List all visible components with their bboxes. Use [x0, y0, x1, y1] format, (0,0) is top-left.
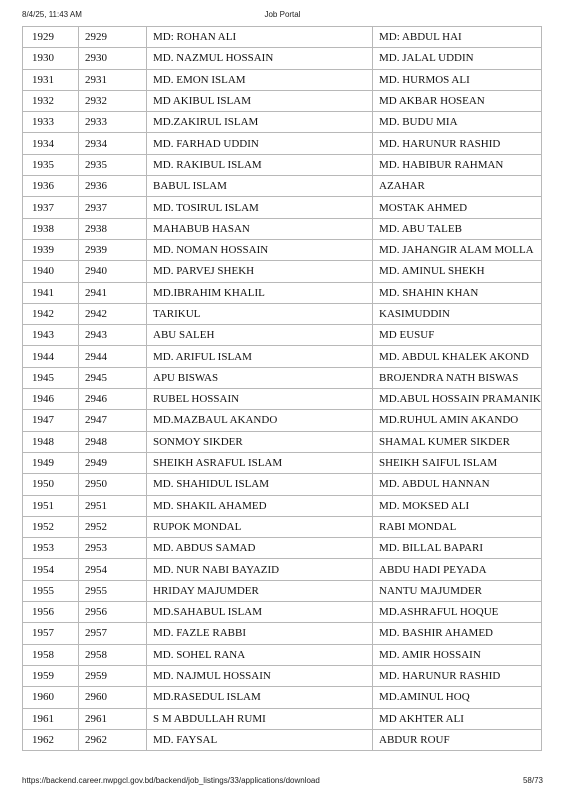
serial-cell: 1953 — [23, 538, 79, 559]
table-row — [23, 602, 542, 623]
roll-cell: 2933 — [79, 112, 147, 133]
table-row — [23, 431, 542, 452]
father-name-cell: MD. ABDUL KHALEK AKOND — [373, 346, 542, 367]
serial-cell: 1936 — [23, 176, 79, 197]
serial-cell: 1952 — [23, 516, 79, 537]
father-name-cell: MD EUSUF — [373, 325, 542, 346]
roll-cell: 2952 — [79, 516, 147, 537]
applicant-name-cell: MD: ROHAN ALI — [147, 27, 373, 48]
applicant-name-cell: MD.ZAKIRUL ISLAM — [147, 112, 373, 133]
applicant-name-cell: MD. SHAHIDUL ISLAM — [147, 474, 373, 495]
serial-cell: 1954 — [23, 559, 79, 580]
roll-cell: 2949 — [79, 452, 147, 473]
roll-cell: 2950 — [79, 474, 147, 495]
table-row — [23, 729, 542, 750]
applicant-name-cell: MD. PARVEJ SHEKH — [147, 261, 373, 282]
table-row — [23, 90, 542, 111]
roll-cell: 2938 — [79, 218, 147, 239]
applicants-table — [22, 26, 542, 751]
page-title: Job Portal — [264, 10, 301, 19]
applicant-name-cell: MD. NOMAN HOSSAIN — [147, 239, 373, 260]
father-name-cell: SHAMAL KUMER SIKDER — [373, 431, 542, 452]
print-footer — [0, 776, 565, 788]
applicant-name-cell: MD. FAZLE RABBI — [147, 623, 373, 644]
roll-cell: 2955 — [79, 580, 147, 601]
table-row — [23, 239, 542, 260]
page-number: 58/73 — [522, 776, 543, 785]
applicant-name-cell: RUBEL HOSSAIN — [147, 389, 373, 410]
serial-cell: 1934 — [23, 133, 79, 154]
applicant-name-cell: MD. EMON ISLAM — [147, 69, 373, 90]
table-row — [23, 133, 542, 154]
table-row — [23, 346, 542, 367]
table-row — [23, 303, 542, 324]
applicant-name-cell: RUPOK MONDAL — [147, 516, 373, 537]
serial-cell: 1956 — [23, 602, 79, 623]
applicant-name-cell: MD.MAZBAUL AKANDO — [147, 410, 373, 431]
applicant-name-cell: APU BISWAS — [147, 367, 373, 388]
applicant-name-cell: MD. NUR NABI BAYAZID — [147, 559, 373, 580]
roll-cell: 2940 — [79, 261, 147, 282]
applicant-name-cell: MD. RAKIBUL ISLAM — [147, 154, 373, 175]
applicant-name-cell: MD.IBRAHIM KHALIL — [147, 282, 373, 303]
father-name-cell: MD.AMINUL HOQ — [373, 687, 542, 708]
roll-cell: 2939 — [79, 239, 147, 260]
serial-cell: 1940 — [23, 261, 79, 282]
father-name-cell: SHEIKH SAIFUL ISLAM — [373, 452, 542, 473]
serial-cell: 1948 — [23, 431, 79, 452]
roll-cell: 2929 — [79, 27, 147, 48]
applicant-name-cell: ABU SALEH — [147, 325, 373, 346]
father-name-cell: MD.ABUL HOSSAIN PRAMANIK — [373, 389, 542, 410]
father-name-cell: MOSTAK AHMED — [373, 197, 542, 218]
father-name-cell: ABDU HADI PEYADA — [373, 559, 542, 580]
applicant-name-cell: MD. NAJMUL HOSSAIN — [147, 665, 373, 686]
father-name-cell: MD. JAHANGIR ALAM MOLLA — [373, 239, 542, 260]
table-row — [23, 261, 542, 282]
roll-cell: 2954 — [79, 559, 147, 580]
father-name-cell: ABDUR ROUF — [373, 729, 542, 750]
applicant-name-cell: S M ABDULLAH RUMI — [147, 708, 373, 729]
print-datetime: 8/4/25, 11:43 AM — [22, 10, 82, 19]
serial-cell: 1955 — [23, 580, 79, 601]
table-row — [23, 389, 542, 410]
table-row — [23, 282, 542, 303]
roll-cell: 2953 — [79, 538, 147, 559]
roll-cell: 2962 — [79, 729, 147, 750]
roll-cell: 2946 — [79, 389, 147, 410]
table-row — [23, 367, 542, 388]
father-name-cell: MD. AMIR HOSSAIN — [373, 644, 542, 665]
applicant-name-cell: MD AKIBUL ISLAM — [147, 90, 373, 111]
applicant-name-cell: MD. SOHEL RANA — [147, 644, 373, 665]
applicant-name-cell: BABUL ISLAM — [147, 176, 373, 197]
serial-cell: 1929 — [23, 27, 79, 48]
roll-cell: 2951 — [79, 495, 147, 516]
father-name-cell: MD AKHTER ALI — [373, 708, 542, 729]
serial-cell: 1930 — [23, 48, 79, 69]
applicant-name-cell: HRIDAY MAJUMDER — [147, 580, 373, 601]
table-row — [23, 623, 542, 644]
father-name-cell: MD AKBAR HOSEAN — [373, 90, 542, 111]
father-name-cell: KASIMUDDIN — [373, 303, 542, 324]
father-name-cell: MD. BASHIR AHAMED — [373, 623, 542, 644]
roll-cell: 2957 — [79, 623, 147, 644]
table-row — [23, 325, 542, 346]
serial-cell: 1939 — [23, 239, 79, 260]
roll-cell: 2943 — [79, 325, 147, 346]
applicant-name-cell: MD. FARHAD UDDIN — [147, 133, 373, 154]
roll-cell: 2937 — [79, 197, 147, 218]
table-row — [23, 665, 542, 686]
table-row — [23, 154, 542, 175]
father-name-cell: MD. ABU TALEB — [373, 218, 542, 239]
father-name-cell: MD. MOKSED ALI — [373, 495, 542, 516]
serial-cell: 1941 — [23, 282, 79, 303]
serial-cell: 1958 — [23, 644, 79, 665]
serial-cell: 1959 — [23, 665, 79, 686]
table-row — [23, 495, 542, 516]
roll-cell: 2948 — [79, 431, 147, 452]
serial-cell: 1949 — [23, 452, 79, 473]
serial-cell: 1960 — [23, 687, 79, 708]
roll-cell: 2934 — [79, 133, 147, 154]
table-row — [23, 559, 542, 580]
father-name-cell: MD. BILLAL BAPARI — [373, 538, 542, 559]
father-name-cell: MD. HURMOS ALI — [373, 69, 542, 90]
father-name-cell: MD. SHAHIN KHAN — [373, 282, 542, 303]
table-row — [23, 27, 542, 48]
roll-cell: 2958 — [79, 644, 147, 665]
applicant-name-cell: TARIKUL — [147, 303, 373, 324]
serial-cell: 1950 — [23, 474, 79, 495]
father-name-cell: AZAHAR — [373, 176, 542, 197]
serial-cell: 1937 — [23, 197, 79, 218]
serial-cell: 1947 — [23, 410, 79, 431]
table-row — [23, 69, 542, 90]
serial-cell: 1938 — [23, 218, 79, 239]
applicant-name-cell: MD. ARIFUL ISLAM — [147, 346, 373, 367]
father-name-cell: BROJENDRA NATH BISWAS — [373, 367, 542, 388]
table-row — [23, 708, 542, 729]
table-row — [23, 516, 542, 537]
serial-cell: 1942 — [23, 303, 79, 324]
serial-cell: 1962 — [23, 729, 79, 750]
table-row — [23, 474, 542, 495]
roll-cell: 2947 — [79, 410, 147, 431]
applicants-table-body — [23, 27, 542, 751]
roll-cell: 2930 — [79, 48, 147, 69]
applicant-name-cell: MD. NAZMUL HOSSAIN — [147, 48, 373, 69]
roll-cell: 2941 — [79, 282, 147, 303]
serial-cell: 1951 — [23, 495, 79, 516]
footer-url: https://backend.career.nwpgcl.gov.bd/backend/job_listings/33/applications/download — [22, 776, 320, 785]
father-name-cell: MD. HARUNUR RASHID — [373, 133, 542, 154]
serial-cell: 1945 — [23, 367, 79, 388]
roll-cell: 2942 — [79, 303, 147, 324]
applicant-name-cell: MD. SHAKIL AHAMED — [147, 495, 373, 516]
applicant-name-cell: MD. ABDUS SAMAD — [147, 538, 373, 559]
applicant-name-cell: MD.SAHABUL ISLAM — [147, 602, 373, 623]
applicant-name-cell: SHEIKH ASRAFUL ISLAM — [147, 452, 373, 473]
serial-cell: 1946 — [23, 389, 79, 410]
applicant-name-cell: SONMOY SIKDER — [147, 431, 373, 452]
father-name-cell: MD.RUHUL AMIN AKANDO — [373, 410, 542, 431]
roll-cell: 2944 — [79, 346, 147, 367]
roll-cell: 2959 — [79, 665, 147, 686]
table-row — [23, 644, 542, 665]
father-name-cell: MD: ABDUL HAI — [373, 27, 542, 48]
father-name-cell: MD. HARUNUR RASHID — [373, 665, 542, 686]
print-header — [0, 10, 565, 22]
serial-cell: 1931 — [23, 69, 79, 90]
roll-cell: 2931 — [79, 69, 147, 90]
table-row — [23, 410, 542, 431]
roll-cell: 2960 — [79, 687, 147, 708]
table-row — [23, 112, 542, 133]
father-name-cell: MD. ABDUL HANNAN — [373, 474, 542, 495]
serial-cell: 1944 — [23, 346, 79, 367]
serial-cell: 1961 — [23, 708, 79, 729]
roll-cell: 2945 — [79, 367, 147, 388]
father-name-cell: MD. BUDU MIA — [373, 112, 542, 133]
father-name-cell: RABI MONDAL — [373, 516, 542, 537]
roll-cell: 2935 — [79, 154, 147, 175]
roll-cell: 2956 — [79, 602, 147, 623]
applicant-name-cell: MD. TOSIRUL ISLAM — [147, 197, 373, 218]
table-row — [23, 452, 542, 473]
roll-cell: 2936 — [79, 176, 147, 197]
father-name-cell: NANTU MAJUMDER — [373, 580, 542, 601]
serial-cell: 1943 — [23, 325, 79, 346]
table-row — [23, 48, 542, 69]
table-row — [23, 687, 542, 708]
serial-cell: 1935 — [23, 154, 79, 175]
serial-cell: 1932 — [23, 90, 79, 111]
roll-cell: 2932 — [79, 90, 147, 111]
serial-cell: 1957 — [23, 623, 79, 644]
applicant-name-cell: MD. FAYSAL — [147, 729, 373, 750]
table-row — [23, 176, 542, 197]
father-name-cell: MD.ASHRAFUL HOQUE — [373, 602, 542, 623]
father-name-cell: MD. JALAL UDDIN — [373, 48, 542, 69]
applicant-name-cell: MD.RASEDUL ISLAM — [147, 687, 373, 708]
table-row — [23, 197, 542, 218]
table-row — [23, 580, 542, 601]
table-row — [23, 218, 542, 239]
father-name-cell: MD. AMINUL SHEKH — [373, 261, 542, 282]
table-row — [23, 538, 542, 559]
applicant-name-cell: MAHABUB HASAN — [147, 218, 373, 239]
roll-cell: 2961 — [79, 708, 147, 729]
serial-cell: 1933 — [23, 112, 79, 133]
father-name-cell: MD. HABIBUR RAHMAN — [373, 154, 542, 175]
